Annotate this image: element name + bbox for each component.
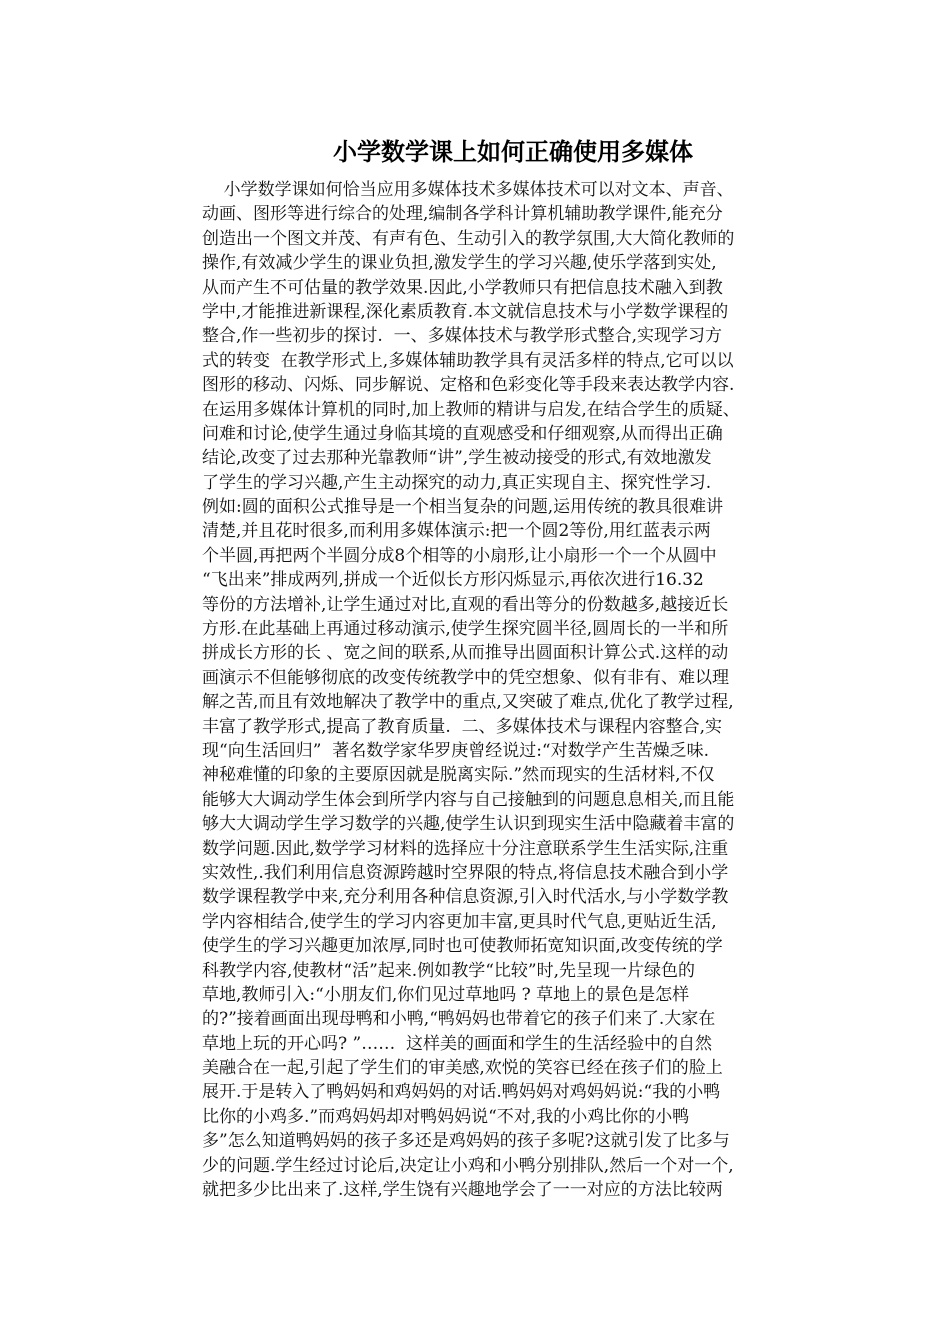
body-text-line: 问难和讨论,使学生通过身临其境的直观感受和仔细观察,从而得出正确 — [202, 423, 723, 444]
document-title: 小学数学课上如何正确使用多媒体 — [333, 138, 693, 166]
body-text-line: 整合,作一些初步的探讨. 一、多媒体技术与教学形式整合,实现学习方 — [202, 326, 723, 347]
body-text-line: 够大大调动学生学习数学的兴趣,使学生认识到现实生活中隐藏着丰富的 — [202, 814, 735, 835]
body-text-line: 操作,有效减少学生的课业负担,激发学生的学习兴趣,使乐学落到实处, — [202, 253, 717, 274]
body-text-line: 学内容相结合,使学生的学习内容更加丰富,更具时代气息,更贴近生活, — [202, 911, 717, 932]
body-text-line: 展开.于是转入了鸭妈妈和鸡妈妈的对话.鸭妈妈对鸡妈妈说:“我的小鸭 — [202, 1082, 721, 1103]
body-text-line: 多”怎么知道鸭妈妈的孩子多还是鸡妈妈的孩子多呢?这就引发了比多与 — [202, 1131, 730, 1152]
body-text-line: 使学生的学习兴趣更加浓厚,同时也可使教师拓宽知识面,改变传统的学 — [202, 936, 723, 957]
body-text-line: 美融合在一起,引起了学生们的审美感,欢悦的笑容已经在孩子们的脸上 — [202, 1058, 723, 1079]
body-text-line: 在运用多媒体计算机的同时,加上教师的精讲与启发,在结合学生的质疑、 — [202, 399, 740, 420]
body-text-line: 数学问题.因此,数学学习材料的选择应十分注意联系学生生活实际,注重 — [202, 838, 729, 859]
document-body — [202, 178, 822, 1202]
body-text-line: 丰富了教学形式,提高了教育质量. 二、多媒体技术与课程内容整合,实 — [202, 716, 723, 737]
body-text-line: 动画、图形等进行综合的处理,编制各学科计算机辅助教学课件,能充分 — [202, 204, 723, 225]
body-text-line: 能够大大调动学生体会到所学内容与自己接触到的问题息息相关,而且能 — [202, 789, 735, 810]
body-text-line: 草地上玩的开心吗? ”…… 这样美的画面和学生的生活经验中的自然 — [202, 1033, 713, 1054]
body-text-line: 清楚,并且花时很多,而利用多媒体演示:把一个圆2等份,用红蓝表示两 — [202, 521, 711, 542]
body-text-line: 结论,改变了过去那种光靠教师“讲”,学生被动接受的形式,有效地激发 — [202, 448, 712, 469]
body-text-line: 实效性,.我们利用信息资源跨越时空界限的特点,将信息技术融合到小学 — [202, 862, 729, 883]
body-text-line: 方形.在此基础上再通过移动演示,使学生探究圆半径,圆周长的一半和所 — [202, 619, 729, 640]
body-text-line: 比你的小鸡多.”而鸡妈妈却对鸭妈妈说“不对,我的小鸡比你的小鸭 — [202, 1106, 690, 1127]
body-text-line: 等份的方法增补,让学生通过对比,直观的看出等分的份数越多,越接近长 — [202, 594, 729, 615]
body-text-line: 数学课程教学中来,充分利用各种信息资源,引入时代活水,与小学数学教 — [202, 887, 729, 908]
body-text-line: 图形的移动、闪烁、同步解说、定格和色彩变化等手段来表达教学内容. — [202, 375, 735, 396]
body-text-line: 了学生的学习兴趣,产生主动探究的动力,真正实现自主、探究性学习. — [202, 472, 712, 493]
body-text-line: 式的转变 在教学形式上,多媒体辅助教学具有灵活多样的特点,它可以以 — [202, 350, 734, 371]
body-text-line: 拼成长方形的长 、宽之间的联系,从而推导出圆面积计算公式.这样的动 — [202, 643, 729, 664]
body-text-line: 个半圆,再把两个半圆分成8个相等的小扇形,让小扇形一个一个从圆中 — [202, 545, 717, 566]
body-text-line: 画演示不但能够彻底的改变传统教学中的凭空想象、似有非有、难以理 — [202, 667, 729, 688]
body-text-line: 从而产生不可估量的教学效果.因此,小学教师只有把信息技术融入到教 — [202, 277, 723, 298]
body-text-line: 就把多少比出来了.这样,学生饶有兴趣地学会了一一对应的方法比较两 — [202, 1180, 723, 1201]
body-text-line: 少的问题.学生经过讨论后,决定让小鸡和小鸭分别排队,然后一个对一个, — [202, 1155, 734, 1176]
body-text-line: 科教学内容,使教材“活”起来.例如教学“比较”时,先呈现一片绿色的 — [202, 960, 695, 981]
body-text-line: 学中,才能推进新课程,深化素质教育.本文就信息技术与小学数学课程的 — [202, 301, 729, 322]
body-text-line: 现“向生活回归” 著名数学家华罗庚曾经说过:“对数学产生苦燥乏味. — [202, 740, 710, 761]
body-text-line: 创造出一个图文并茂、有声有色、生动引入的教学氛围,大大简化教师的 — [202, 228, 735, 249]
body-text-line: 例如:圆的面积公式推导是一个相当复杂的问题,运用传统的教具很难讲 — [202, 497, 724, 518]
body-text-line: 草地,教师引入:“小朋友们,你们见过草地吗 ? 草地上的景色是怎样 — [202, 984, 690, 1005]
body-text-line: 神秘难懂的印象的主要原因就是脱离实际.”然而现实的生活材料,不仅 — [202, 765, 715, 786]
body-text-line: 的?”接着画面出现母鸭和小鸭,“鸭妈妈也带着它的孩子们来了.大家在 — [202, 1009, 716, 1030]
body-text-line: 解之苦,而且有效地解决了教学中的重点,又突破了难点,优化了教学过程, — [202, 692, 734, 713]
body-text-line: 小学数学课如何恰当应用多媒体技术多媒体技术可以对文本、声音、 — [202, 180, 734, 200]
body-text-line: “飞出来”排成两列,拼成一个近似长方形闪烁显示,再依次进行16.32 — [202, 570, 704, 591]
